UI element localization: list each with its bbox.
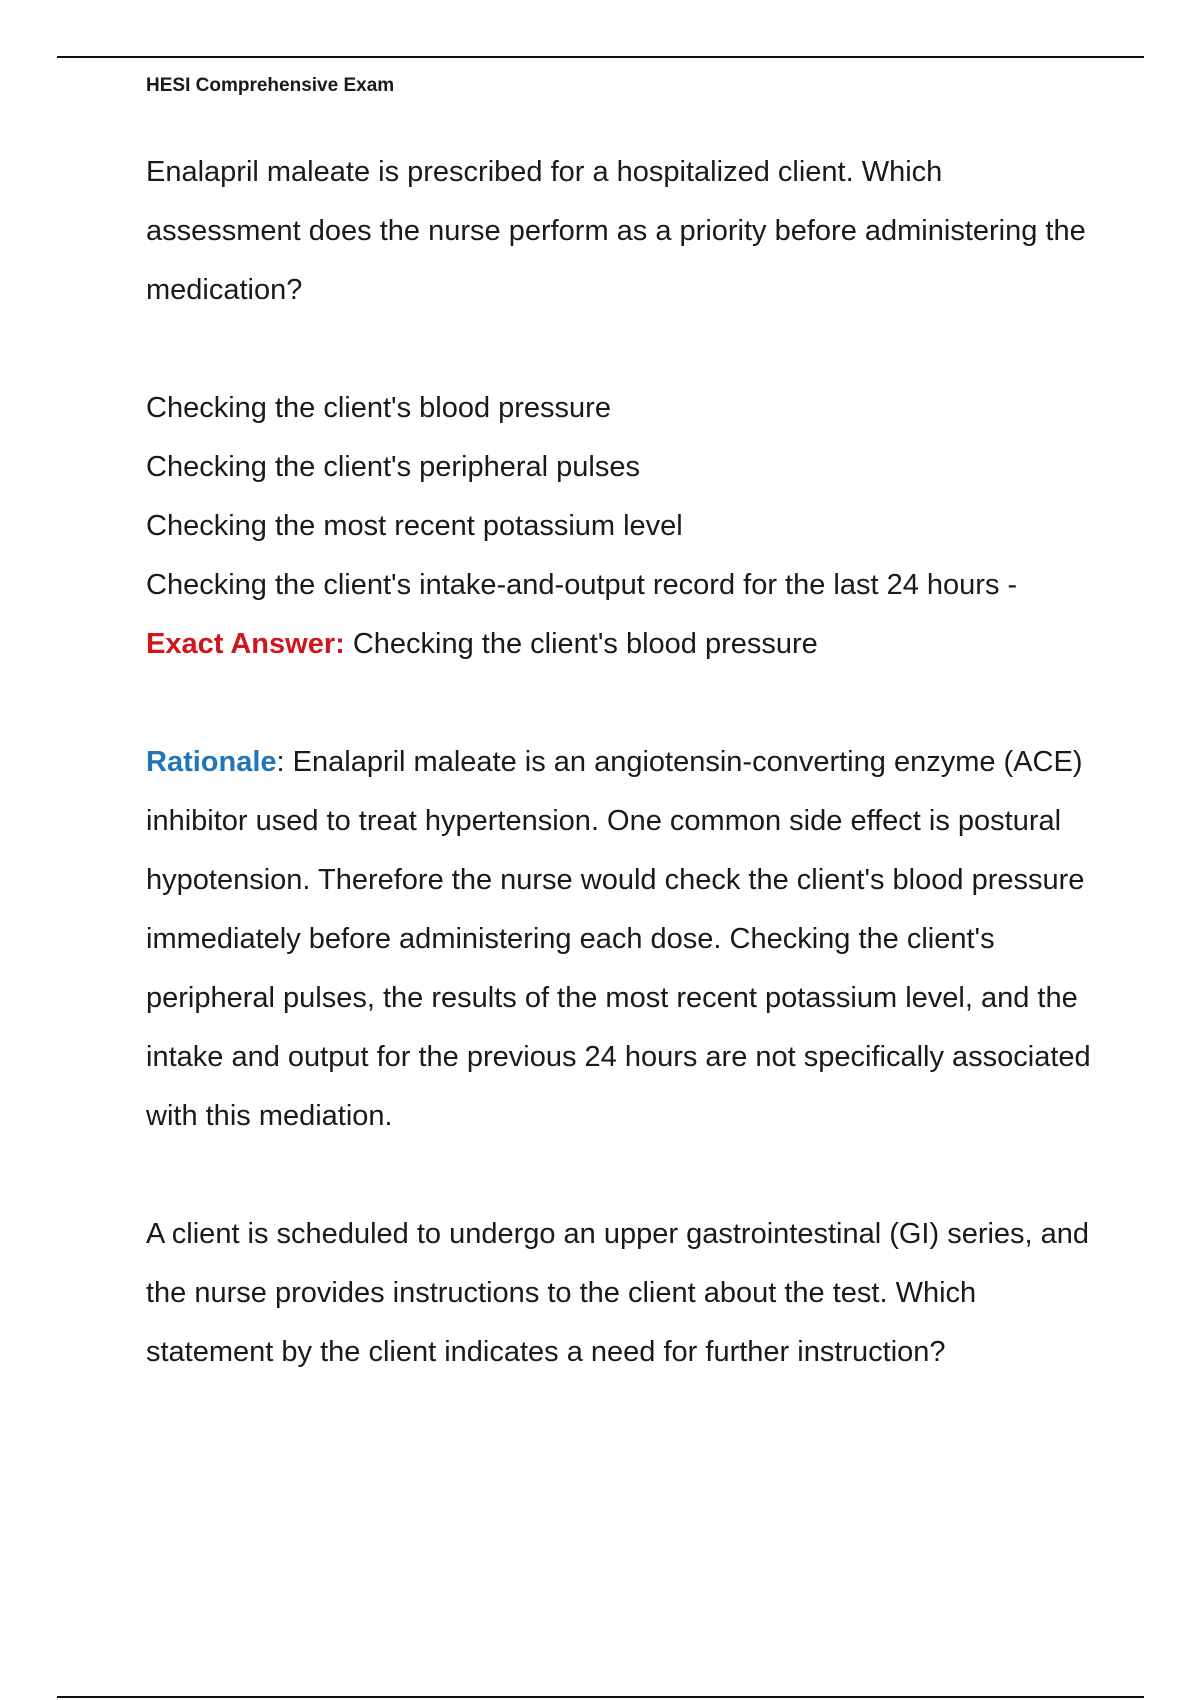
document-header-title: HESI Comprehensive Exam	[146, 75, 395, 96]
question-1-answer	[146, 615, 1096, 674]
rationale-label: Rationale	[146, 746, 277, 778]
question-1-stem: Enalapril maleate is prescribed for a hospitalized client. Which assessment does the nurse perform as a priority before administering the medication?	[146, 156, 1086, 306]
question-1-options	[146, 379, 1096, 615]
question-1-option-a: Checking the client's blood pressure	[146, 392, 611, 424]
rationale-text: : Enalapril maleate is an angiotensin-converting enzyme (ACE) inhibitor used to treat hypertension. One common side effect is postural hypotension. Therefore the nurse would check the client's blood pressure immediately before administering each dose. Checking the client's peripheral pulses, the results of the most recent potassium level, and the intake and output for the previous 24 hours are not specifically associated with this mediation.	[146, 746, 1091, 1132]
question-2-stem: A client is scheduled to undergo an upper gastrointestinal (GI) series, and the nurse provides instructions to the client about the test. Which statement by the client indicates a need for further instruction?	[146, 1218, 1090, 1368]
question-1-option-d: Checking the client's intake-and-output record for the last 24 hours -	[146, 569, 1018, 601]
exact-answer-label: Exact Answer:	[146, 628, 345, 660]
spacer	[146, 1146, 1096, 1205]
question-1-option-b: Checking the client's peripheral pulses	[146, 451, 640, 483]
spacer	[146, 674, 1096, 733]
exact-answer-text: Checking the client's blood pressure	[344, 628, 818, 660]
document-body	[146, 143, 1096, 1382]
footer-rule	[57, 1696, 1144, 1698]
spacer	[146, 320, 1096, 379]
question-1-rationale	[146, 733, 1096, 1146]
question-1-option-c: Checking the most recent potassium level	[146, 510, 683, 542]
header-rule	[57, 56, 1144, 58]
